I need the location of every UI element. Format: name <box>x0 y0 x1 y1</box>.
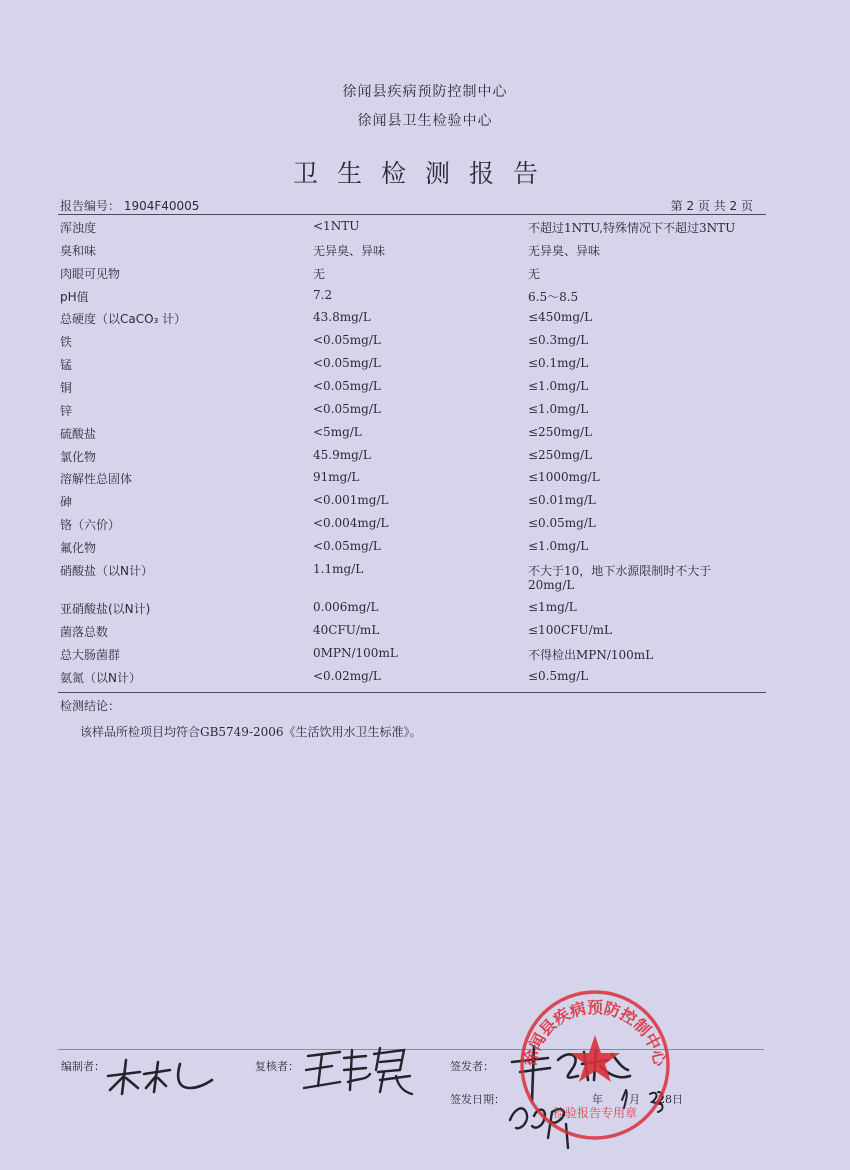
row-limit: ≤1.0mg/L <box>528 539 589 553</box>
row-item-name: 亚硝酸盐(以N计) <box>60 602 151 616</box>
official-seal <box>515 985 675 1145</box>
row-result: 91mg/L <box>313 470 360 484</box>
reviewer-label: 复核者： <box>255 1060 299 1073</box>
row-item-name: 总大肠菌群 <box>60 648 121 662</box>
row-limit: ≤0.05mg/L <box>528 516 596 530</box>
row-result: 无异臭、异味 <box>313 244 386 258</box>
row-limit: ≤100CFU/mL <box>528 623 612 637</box>
report-number: 报告编号： 1904F40005 <box>60 199 200 213</box>
page-indicator: 第 2 页 共 2 页 <box>670 199 753 213</box>
row-item-name: 铬（六价） <box>60 518 121 532</box>
row-result: 40CFU/mL <box>313 623 380 637</box>
row-result: 7.2 <box>313 288 333 302</box>
date-year-suffix: 年 <box>592 1093 603 1106</box>
row-result: <0.004mg/L <box>313 516 389 530</box>
row-item-name: 铜 <box>60 381 73 395</box>
row-item-name: 氟化物 <box>60 541 97 555</box>
row-limit: ≤450mg/L <box>528 310 593 324</box>
issuer-label: 签发者： <box>450 1060 494 1073</box>
row-item-name: pH值 <box>60 290 89 304</box>
row-item-name: 锌 <box>60 404 73 418</box>
table-bottom-rule <box>58 692 766 693</box>
row-result: <5mg/L <box>313 425 362 439</box>
row-limit: 无 <box>528 267 541 281</box>
row-item-name: 总硬度（以CaCO₃ 计） <box>60 312 187 326</box>
compiler-label: 编制者： <box>61 1060 105 1073</box>
date-day: 28日 <box>658 1093 683 1106</box>
table-top-rule <box>58 214 766 215</box>
row-limit: ≤250mg/L <box>528 425 593 439</box>
row-item-name: 氨氮（以N计） <box>60 671 141 685</box>
row-item-name: 臭和味 <box>60 244 97 258</box>
row-limit: 不得检出MPN/100mL <box>528 648 654 662</box>
issue-date-label: 签发日期： <box>450 1093 505 1106</box>
row-result: 43.8mg/L <box>313 310 371 324</box>
row-limit: ≤1.0mg/L <box>528 379 589 393</box>
conclusion-label: 检测结论： <box>60 699 121 713</box>
row-limit: 无异臭、异味 <box>528 244 601 258</box>
row-item-name: 菌落总数 <box>60 625 109 639</box>
row-limit: ≤250mg/L <box>528 448 593 462</box>
report-title: 卫生检测报告 <box>292 159 557 188</box>
row-item-name: 硝酸盐（以N计） <box>60 564 153 578</box>
reviewer-signature <box>300 1040 420 1100</box>
date-month-suffix: 月 <box>629 1093 640 1106</box>
row-result: <0.05mg/L <box>313 333 381 347</box>
row-result: <0.05mg/L <box>313 356 381 370</box>
row-limit-continued: 20mg/L <box>528 578 575 592</box>
row-result: 45.9mg/L <box>313 448 371 462</box>
org-name-primary: 徐闻县疾病预防控制中心 <box>342 84 508 100</box>
row-result: <0.05mg/L <box>313 402 381 416</box>
row-limit: ≤0.01mg/L <box>528 493 596 507</box>
row-limit: 6.5～8.5 <box>528 290 579 304</box>
row-item-name: 铁 <box>60 335 73 349</box>
row-item-name: 硫酸盐 <box>60 427 97 441</box>
row-result: <0.001mg/L <box>313 493 389 507</box>
row-result: <0.05mg/L <box>313 539 381 553</box>
row-limit: ≤0.5mg/L <box>528 669 589 683</box>
row-result: <0.05mg/L <box>313 379 381 393</box>
row-item-name: 溶解性总固体 <box>60 472 133 486</box>
row-result: 1.1mg/L <box>313 562 364 576</box>
row-item-name: 锰 <box>60 358 73 372</box>
row-item-name: 砷 <box>60 495 73 509</box>
row-result: 0MPN/100mL <box>313 646 398 660</box>
row-limit: ≤1.0mg/L <box>528 402 589 416</box>
seal-star-icon <box>570 1035 620 1082</box>
row-item-name: 氯化物 <box>60 450 97 464</box>
row-result: 0.006mg/L <box>313 600 379 614</box>
row-limit: ≤0.3mg/L <box>528 333 589 347</box>
org-name-secondary: 徐闻县卫生检验中心 <box>357 113 493 129</box>
row-item-name: 肉眼可见物 <box>60 267 121 281</box>
row-result: <1NTU <box>313 219 360 233</box>
row-limit: ≤1000mg/L <box>528 470 600 484</box>
conclusion-text: 该样品所检项目均符合GB5749-2006《生活饮用水卫生标准》。 <box>80 725 422 739</box>
row-result: <0.02mg/L <box>313 669 381 683</box>
compiler-signature <box>100 1050 220 1100</box>
seal-bottom-text: 检验报告专用章 <box>552 1106 638 1120</box>
row-limit: ≤1mg/L <box>528 600 577 614</box>
report-meta <box>60 197 765 213</box>
row-item-name: 浑浊度 <box>60 221 97 235</box>
row-limit: 不超过1NTU,特殊情况下不超过3NTU <box>528 221 736 235</box>
row-result: 无 <box>313 267 326 281</box>
seal-top-text: 徐闻县疾病预防控制中心 <box>520 998 670 1068</box>
row-limit: ≤0.1mg/L <box>528 356 589 370</box>
row-limit: 不大于10，地下水源限制时不大于 <box>528 564 712 578</box>
